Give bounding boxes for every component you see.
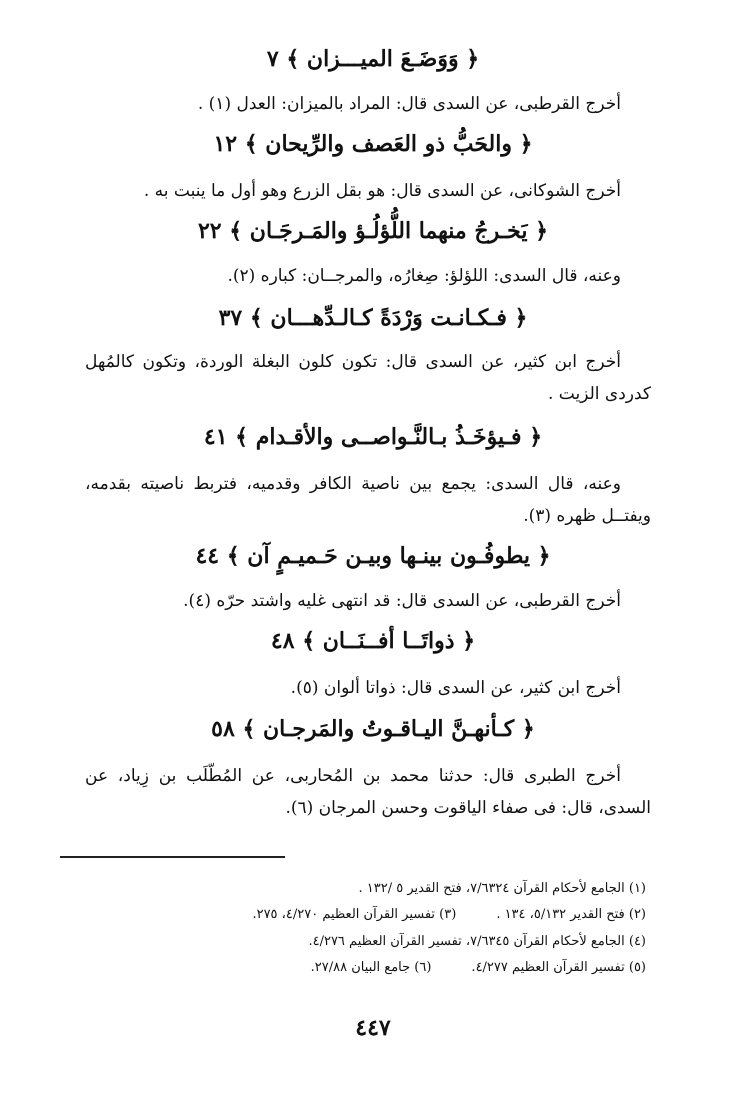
commentary-7: أخرج ابن كثير، عن السدى قال: ذواتا ألوان (٥). [290,678,621,698]
verse-heading-2: ﴿ والحَبُّ ذو العَصف والرِّيحان ﴾ ١٢ [213,131,533,157]
footnote-5: (٥) تفسير القرآن العظيم ٤/٢٧٧. [471,960,646,975]
footnote-row-5-6 [60,955,646,980]
verse-heading-8: ﴿ كـأنهـنَّ اليـاقـوتُ والمَرجـان ﴾ ٥٨ [211,716,535,742]
footnote-3: (٣) تفسير القرآن العظيم ٤/٢٧٠، ٢٧٥. [252,907,457,922]
footnote-row-2-3 [60,902,646,927]
footnote-separator [60,856,285,858]
commentary-5: وعنه، قال السدى: يجمع بين ناصية الكافر وقدميه، فتربط ناصيته بقدمه، ويفتــل ظهره (٣). [85,474,651,526]
footnote-4: (٤) الجامع لأحكام القرآن ٧/٦٣٤٥، تفسير القرآن العظيم ٤/٢٧٦. [308,934,646,949]
verse-heading-4: ﴿ فـكـانـت وَرْدَةً كـالـدِّهـــان ﴾ ٣٧ [218,305,528,331]
commentary-6: أخرج القرطبى، عن السدى قال: قد انتهى غليه واشتد حرّه (٤). [183,591,621,611]
commentary-2: أخرج الشوكانى، عن السدى قال: هو بقل الزرع وهو أول ما ينبت به . [143,181,621,201]
page-number: ٤٤٧ [355,1015,391,1041]
commentary-8: أخرج الطبرى قال: حدثنا محمد بن المُحاربى، عن المُطّلَب بن زِياد، عن السدى، قال: فى صفاء الياقوت وحسن المرجان (٦). [85,766,651,818]
commentary-1: أخرج القرطبى، عن السدى قال: المراد بالميزان: العدل (١) . [197,94,621,114]
verse-heading-6: ﴿ يطوفُـون بينـها وبيـن حَـميـمٍ آن ﴾ ٤٤ [195,543,551,569]
verse-heading-1: ﴿ وَوَضَـعَ الميـــزان ﴾ ٧ [266,46,480,72]
verse-heading-5: ﴿ فـيؤخَـذُ بـالنَّـواصــى والأقـدام ﴾ ٤١ [203,424,543,450]
verse-heading-7: ﴿ ذواتَــا أفــنَــان ﴾ ٤٨ [270,628,476,654]
verse-heading-3: ﴿ يَخـرجُ منهما اللُّؤلُـؤ والمَـرجَـان ﴾ ٢٢ [197,218,549,244]
commentary-4: أخرج ابن كثير، عن السدى قال: تكون كلون البغلة الوردة، وتكون كالمُهل كدردى الزيت . [85,352,651,404]
commentary-3: وعنه، قال السدى: اللؤلؤ: صِغارُه، والمرجــان: كباره (٢). [227,266,621,286]
footnote-2: (٢) فتح القدير ٥/١٣٢، ١٣٤ . [496,907,646,922]
footnote-1: (١) الجامع لأحكام القرآن ٧/٦٣٢٤، فتح القدير ٥ /١٣٢ . [358,881,646,896]
footnote-6: (٦) جامع البيان ٢٧/٨٨. [310,960,432,975]
